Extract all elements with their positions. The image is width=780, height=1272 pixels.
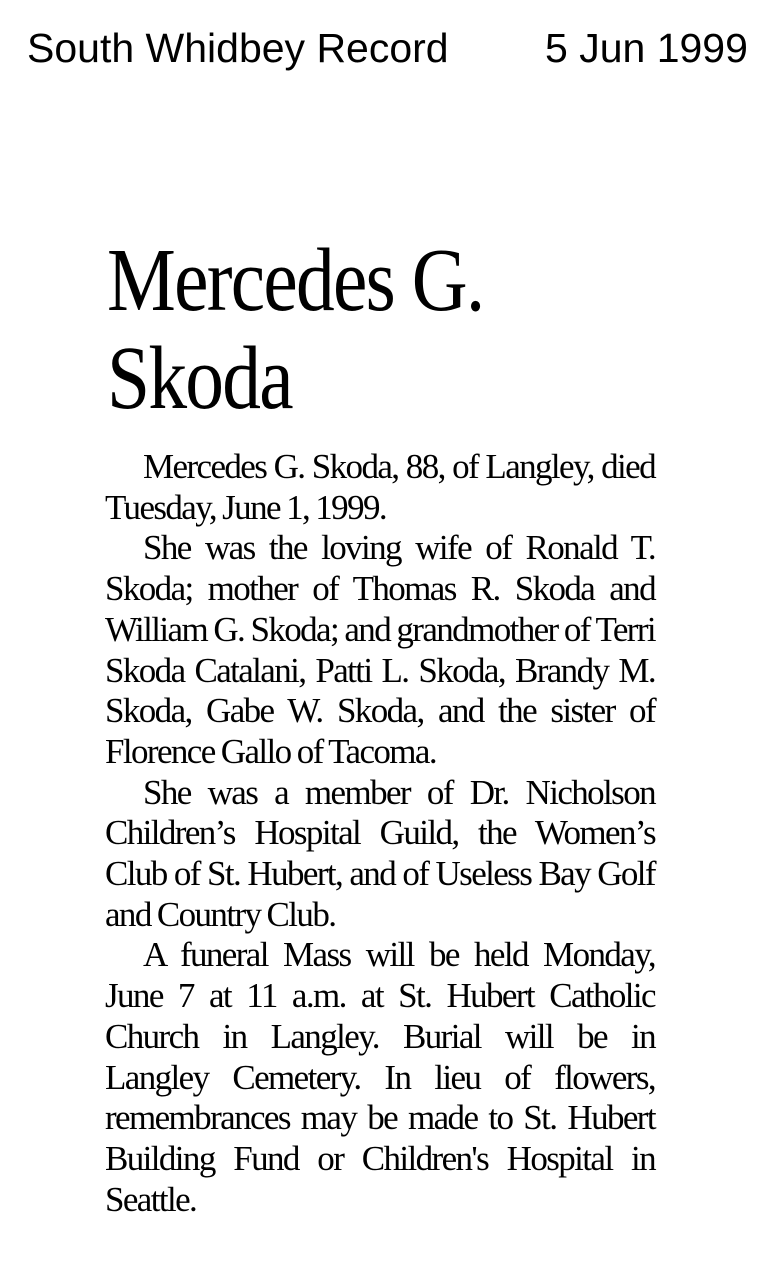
obituary-title: [107, 232, 589, 428]
obituary-paragraph-services: A funeral Mass will be held Monday, June 7 at 11 a.m. at St. Hubert Catholic Church in Langley. Burial will be in Langley Cemetery. In lieu of flowers, remembrances may be made to St. Hubert Building Fund or Children's Hospital in Seattle.: [105, 935, 655, 1219]
clipping-header: [0, 18, 780, 78]
obituary-paragraph-memberships: She was a member of Dr. Nicholson Children’s Hospital Guild, the Women’s Club of St. Hubert, and of Useless Bay Golf and Country Club.: [105, 772, 655, 934]
newspaper-name: South Whidbey Record: [27, 25, 449, 71]
publication-date: 5 Jun 1999: [545, 25, 748, 71]
obituary-body: [105, 447, 655, 1220]
obituary-paragraph-family: She was the loving wife of Ronald T. Skoda; mother of Thomas R. Skoda and William G. Skoda; and grandmother of Terri Skoda Catalani, Patti L. Skoda, Brandy M. Skoda, Gabe W. Skoda, and the sister of Florence Gallo of Tacoma.: [105, 528, 655, 771]
obituary-paragraph-death: Mercedes G. Skoda, 88, of Langley, died Tuesday, June 1, 1999.: [105, 447, 655, 527]
obituary-title-line-2: Skoda: [107, 329, 292, 428]
obituary-title-line-1: Mercedes G.: [107, 231, 484, 330]
